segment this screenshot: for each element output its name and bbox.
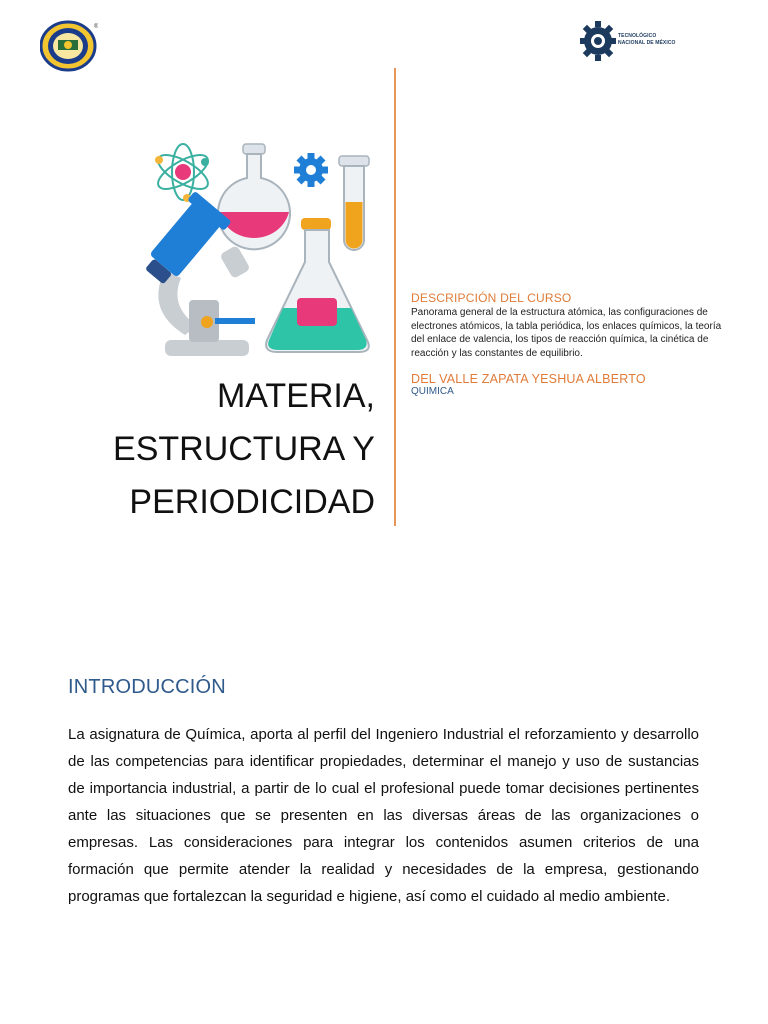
title-line-1: MATERIA, [216, 377, 375, 415]
tecnm-line-2: NACIONAL DE MÉXICO [618, 40, 676, 46]
tecnm-logo-text [618, 33, 676, 47]
round-flask-icon [218, 144, 290, 249]
tecnm-line-1: TECNOLÓGICO [618, 33, 657, 39]
introduction-text: La asignatura de Química, aporta al perfil del Ingeniero Industrial el reforzamiento y desarrollo de las competencias para identificar propiedades, determinar el manejo y uso de sustancias de importancia industrial, a partir de lo cual el profesional puede tomar decisiones pertinentes ante las situaciones que se presenten en las diversas áreas de las organizaciones o empresas. Las consideraciones para integrar los contenidos asumen criterios de una formación que permite atender la realidad y necesidades de la empresa, gestionando programas que fortalezcan la seguridad e higiene, así como el cuidado al medio ambiente. [68, 726, 699, 905]
subject-name: QUIMICA [411, 386, 454, 397]
introduction-heading: INTRODUCCIÓN [68, 676, 226, 698]
vertical-divider [394, 68, 396, 526]
tecnologico-nacional-logo [580, 15, 680, 69]
chemistry-lab-illustration [145, 130, 380, 362]
gear-icon [294, 153, 328, 187]
svg-text:®: ® [94, 24, 98, 30]
description-text: Panorama general de la estructura atómica, las configuraciones de electrones atómicos, la tabla periódica, los enlaces químicos, la teoría del enlace de valencia, los tipos de reacción química, la cinética de reacción y las constantes de equilibrio. [411, 307, 722, 359]
university-seal-logo [40, 20, 98, 72]
atom-icon [153, 144, 212, 202]
course-description-block [411, 291, 731, 397]
description-heading: DESCRIPCIÓN DEL CURSO [411, 291, 572, 305]
test-tube-icon [339, 156, 369, 250]
cover-title [113, 370, 375, 529]
title-line-3: PERIODICIDAD [129, 483, 375, 521]
author-name: DEL VALLE ZAPATA YESHUA ALBERTO [411, 372, 646, 386]
title-line-2: ESTRUCTURA Y [113, 430, 375, 468]
